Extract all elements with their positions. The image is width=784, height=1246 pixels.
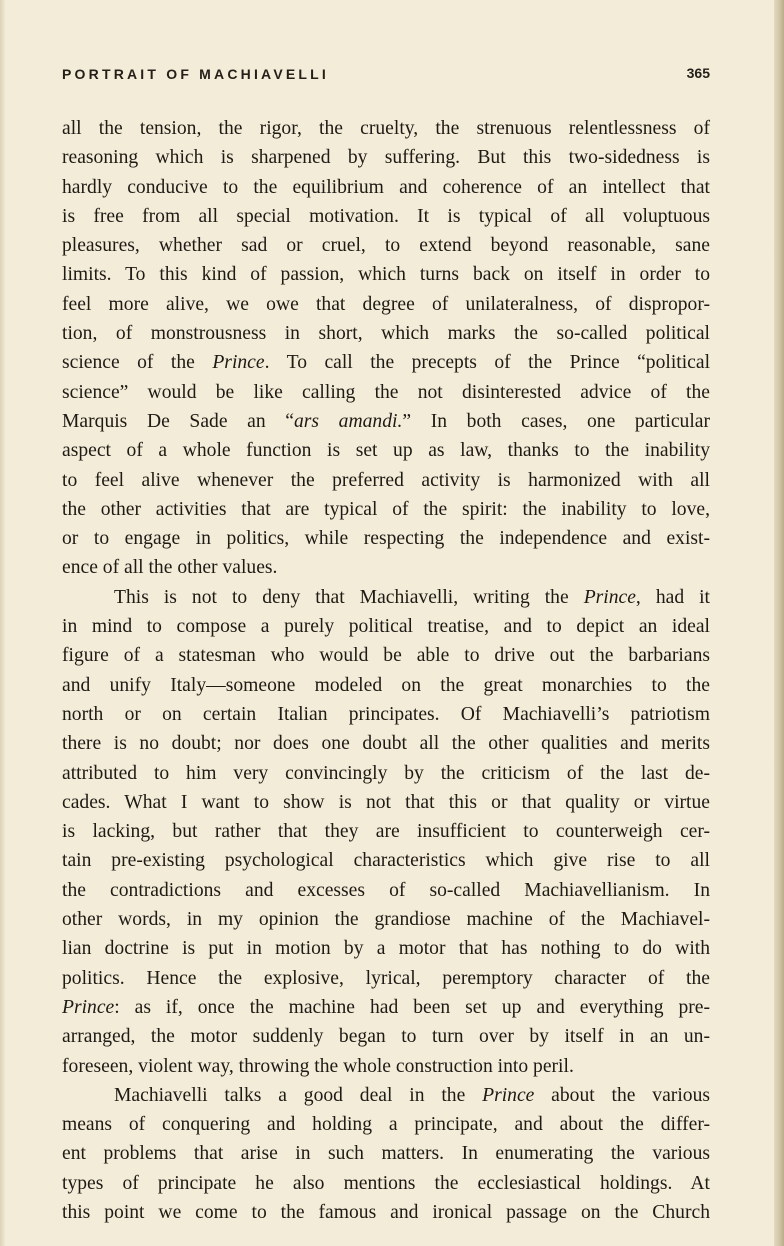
page-gutter-shadow bbox=[0, 0, 6, 1246]
body-text bbox=[62, 114, 710, 1227]
paragraph-1 bbox=[62, 114, 710, 583]
text-line: aspect of a whole function is set up as law, thanks to the inability bbox=[62, 440, 710, 462]
text-line: foreseen, violent way, throwing the whole construction into peril. bbox=[62, 1055, 574, 1077]
text-line: in mind to compose a purely political treatise, and to depict an ideal bbox=[62, 616, 710, 638]
text-line: the contradictions and excesses of so-called Machiavellianism. In bbox=[62, 879, 710, 901]
text-line: feel more alive, we owe that degree of unilateralness, of dispropor- bbox=[62, 293, 710, 315]
text-line: all the tension, the rigor, the cruelty, the strenuous relentlessness of bbox=[62, 118, 710, 139]
text-line: the other activities that are typical of the spirit: the inability to love, bbox=[62, 498, 710, 520]
paragraph-2 bbox=[62, 583, 710, 1081]
text-line: and unify Italy—someone modeled on the great monarchies to the bbox=[62, 674, 710, 696]
text-line: tion, of monstrousness in short, which marks the so-called political bbox=[62, 323, 710, 345]
text-line: tain pre-existing psychological characteristics which give rise to all bbox=[62, 850, 710, 872]
text-line: attributed to him very convincingly by the criticism of the last de- bbox=[62, 762, 710, 784]
text-line: ence of all the other values. bbox=[62, 557, 278, 579]
text-line: This is not to deny that Machiavelli, writing the Prince, had it bbox=[114, 586, 711, 608]
text-line: this point we come to the famous and ironical passage on the Church bbox=[62, 1201, 710, 1223]
text-line: figure of a statesman who would be able to drive out the barbarians bbox=[62, 645, 710, 667]
page-edge-shadow bbox=[774, 0, 784, 1246]
text-line: means of conquering and holding a principate, and about the differ- bbox=[62, 1114, 710, 1136]
text-line: hardly conducive to the equilibrium and coherence of an intellect that bbox=[62, 176, 710, 198]
text-line: Machiavelli talks a good deal in the Prince about the various bbox=[114, 1084, 710, 1106]
text-line: north or on certain Italian principates. Of Machiavelli’s patriotism bbox=[62, 703, 710, 725]
text-line: cades. What I want to show is not that this or that quality or virtue bbox=[62, 791, 710, 813]
text-line: ent problems that arise in such matters. In enumerating the various bbox=[62, 1143, 710, 1165]
text-line: pleasures, whether sad or cruel, to extend beyond reasonable, sane bbox=[62, 235, 710, 257]
text-line: science” would be like calling the not disinterested advice of the bbox=[62, 381, 710, 403]
running-head: PORTRAIT OF MACHIAVELLI bbox=[62, 66, 329, 82]
text-line: is lacking, but rather that they are insufficient to counterweigh cer- bbox=[62, 821, 710, 843]
text-line: types of principate he also mentions the ecclesiastical holdings. At bbox=[62, 1172, 710, 1194]
page-number: 365 bbox=[686, 65, 710, 81]
text-line: lian doctrine is put in motion by a motor that has nothing to do with bbox=[62, 938, 710, 960]
page-header bbox=[62, 62, 710, 92]
text-line: is free from all special motivation. It is typical of all voluptuous bbox=[62, 205, 710, 227]
paragraph-3 bbox=[62, 1081, 710, 1227]
text-line: politics. Hence the explosive, lyrical, peremptory character of the bbox=[62, 967, 710, 989]
text-line: Marquis De Sade an “ars amandi.” In both cases, one particular bbox=[62, 410, 710, 432]
text-line: to feel alive whenever the preferred activity is harmonized with all bbox=[62, 469, 710, 491]
text-line: arranged, the motor suddenly began to turn over by itself in an un- bbox=[62, 1026, 710, 1048]
text-line: or to engage in politics, while respecting the independence and exist- bbox=[62, 528, 710, 550]
text-line: Prince: as if, once the machine had been set up and everything pre- bbox=[62, 996, 710, 1018]
text-line: science of the Prince. To call the precepts of the Prince “political bbox=[62, 352, 711, 374]
text-line: limits. To this kind of passion, which turns back on itself in order to bbox=[62, 264, 710, 286]
text-line: other words, in my opinion the grandiose machine of the Machiavel- bbox=[62, 909, 710, 931]
text-line: there is no doubt; nor does one doubt all the other qualities and merits bbox=[62, 733, 710, 755]
text-line: reasoning which is sharpened by suffering. But this two-sidedness is bbox=[62, 147, 710, 169]
